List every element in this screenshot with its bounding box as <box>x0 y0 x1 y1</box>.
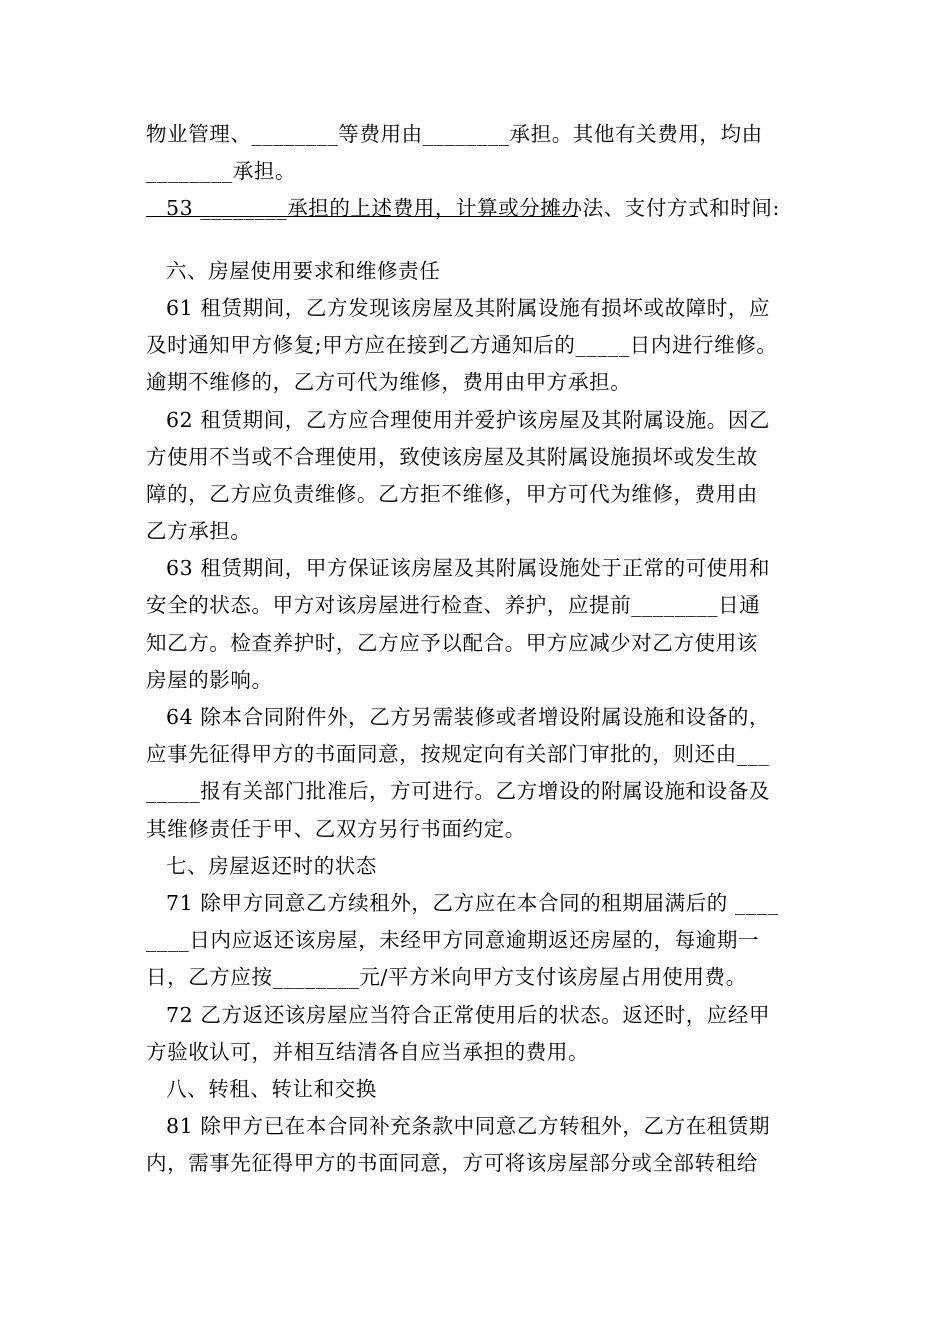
text-line: 应事先征得甲方的书面同意，按规定向有关部门审批的，则还由___ <box>146 742 770 767</box>
clause-72: 72 乙方返还该房屋应当符合正常使用后的状态。返还时，应经甲 <box>166 1002 771 1027</box>
text-line: 房屋的影响。 <box>146 667 273 692</box>
text-line: 日，乙方应按________元/平方米向甲方支付该房屋占用使用费。 <box>146 965 747 990</box>
text-line: ____日内应返还该房屋，未经甲方同意逾期返还房屋的，每逾期一 <box>146 928 760 953</box>
text-line: 逾期不维修的，乙方可代为维修，费用由甲方承担。 <box>146 370 632 395</box>
section-heading-6: 六、房屋使用要求和维修责任 <box>166 258 441 283</box>
clause-63: 63 租赁期间，甲方保证该房屋及其附属设施处于正常的可使用和 <box>166 556 771 581</box>
clause-61: 61 租赁期间，乙方发现该房屋及其附属设施有损坏或故障时，应 <box>166 295 771 320</box>
clause-53: 53 ________承担的上述费用，计算或分摊办法、支付方式和时间: <box>166 196 781 221</box>
clause-62: 62 租赁期间，乙方应合理使用并爱护该房屋及其附属设施。因乙 <box>166 407 771 432</box>
document-page <box>146 116 826 1182</box>
clause-81: 81 除甲方已在本合同补充条款中同意乙方转租外，乙方在租赁期 <box>166 1114 771 1139</box>
text-line: ________承担。 <box>146 159 297 184</box>
text-line: 物业管理、________等费用由________承担。其他有关费用，均由 <box>146 122 763 146</box>
section-heading-8: 八、转租、转让和交换 <box>166 1076 377 1101</box>
text-line: 其维修责任于甲、乙双方另行书面约定。 <box>146 816 526 841</box>
text-line: 安全的状态。甲方对该房屋进行检查、养护，应提前________日通 <box>146 593 761 618</box>
text-line: 内，需事先征得甲方的书面同意，方可将该房屋部分或全部转租给 <box>146 1151 758 1176</box>
text-line: 知乙方。检查养护时，乙方应予以配合。甲方应减少对乙方使用该 <box>146 630 758 655</box>
text-line: 障的，乙方应负责维修。乙方拒不维修，甲方可代为维修，费用由 <box>146 481 758 506</box>
text-line: 方验收认可，并相互结清各自应当承担的费用。 <box>146 1039 590 1064</box>
text-line: 乙方承担。 <box>146 519 252 544</box>
text-line: 及时通知甲方修复;甲方应在接到乙方通知后的_____日内进行维修。 <box>146 333 778 358</box>
section-heading-7: 七、房屋返还时的状态 <box>166 853 377 878</box>
text-line: _____报有关部门批准后，方可进行。乙方增设的附属设施和设备及 <box>146 779 770 804</box>
clause-71: 71 除甲方同意乙方续租外，乙方应在本合同的租期届满后的 ____ <box>166 890 779 915</box>
clause-64: 64 除本合同附件外，乙方另需装修或者增设附属设施和设备的， <box>166 705 771 729</box>
text-line: 方使用不当或不合理使用，致使该房屋及其附属设施损坏或发生故 <box>146 444 758 469</box>
